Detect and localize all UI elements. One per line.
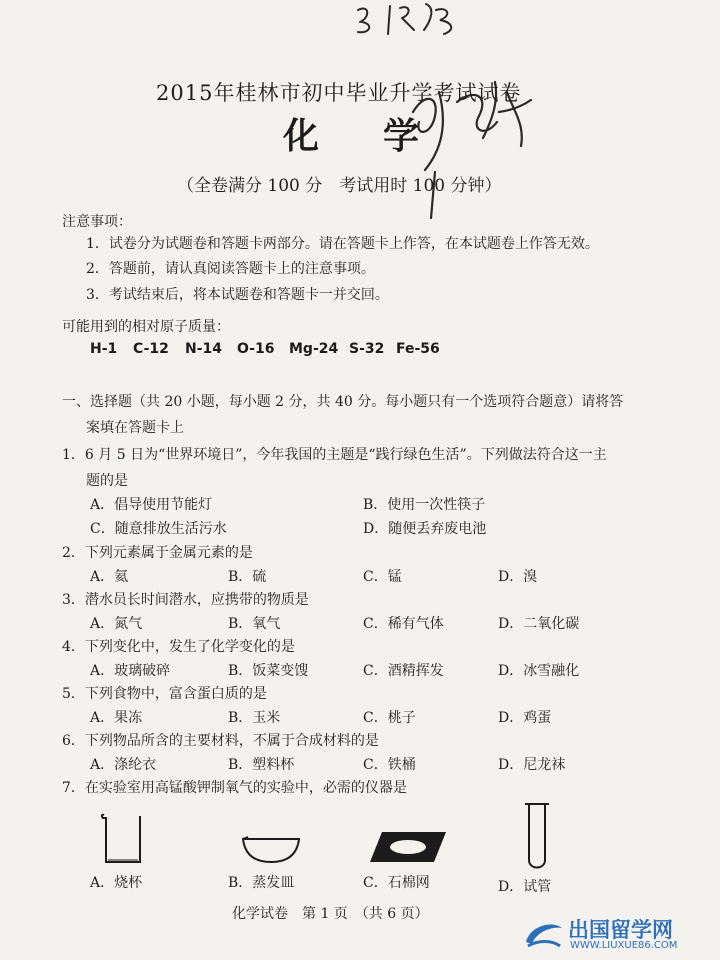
atomic-mass-mg: Mg-24 xyxy=(289,341,339,357)
question-5-option-a: A．果冻 xyxy=(90,710,143,726)
test-tube-icon xyxy=(522,800,552,872)
note-item: 3．考试结束后，将本试题卷和答题卡一并交回。 xyxy=(86,287,389,303)
question-3-option-b: B．氧气 xyxy=(228,616,281,632)
question-7-option-d: D．试管 xyxy=(498,879,552,895)
atomic-mass-heading: 可能用到的相对原子质量： xyxy=(62,319,230,335)
question-5-stem: 5．下列食物中，富含蛋白质的是 xyxy=(62,686,267,702)
question-4-option-a: A．玻璃破碎 xyxy=(90,663,171,679)
question-6-stem: 6．下列物品所含的主要材料，不属于合成材料的是 xyxy=(62,733,379,749)
question-4-stem: 4．下列变化中，发生了化学变化的是 xyxy=(62,639,295,655)
question-3-option-d: D．二氧化碳 xyxy=(498,616,580,632)
question-7-stem: 7．在实验室用高锰酸钾制氧气的实验中，必需的仪器是 xyxy=(62,780,407,796)
question-1-stem-cont: 题的是 xyxy=(86,473,128,489)
note-item: 1．试卷分为试题卷和答题卡两部分。请在答题卡上作答，在本试题卷上作答无效。 xyxy=(86,236,599,252)
logo-url: WWW.LIUXUE86.COM xyxy=(570,940,678,951)
logo-emblem-icon xyxy=(522,916,564,952)
notes-heading: 注意事项： xyxy=(62,214,132,230)
question-2-stem: 2．下列元素属于金属元素的是 xyxy=(62,545,253,561)
question-6-option-b: B．塑料杯 xyxy=(228,757,295,773)
question-1-option-b: B．使用一次性筷子 xyxy=(363,497,486,513)
exam-title: 2015年桂林市初中毕业升学考试试卷 xyxy=(156,81,522,105)
question-6-option-a: A．涤纶衣 xyxy=(90,757,157,773)
question-3-stem: 3．潜水员长时间潜水，应携带的物质是 xyxy=(62,592,309,608)
question-4-option-c: C．酒精挥发 xyxy=(363,663,444,679)
atomic-mass-c: C-12 xyxy=(133,341,169,357)
question-2-option-b: B．硫 xyxy=(228,569,267,585)
question-6-option-d: D．尼龙袜 xyxy=(498,757,566,773)
question-3-option-c: C．稀有气体 xyxy=(363,616,444,632)
question-1-option-c: C．随意排放生活污水 xyxy=(90,521,227,537)
section-heading: 一、选择题（共 20 小题，每小题 2 分，共 40 分。每小题只有一个选项符合题意）请将答 xyxy=(62,394,624,410)
question-2-option-d: D．溴 xyxy=(498,569,538,585)
question-7-option-b: B．蒸发皿 xyxy=(228,875,295,891)
atomic-mass-o: O-16 xyxy=(237,341,275,357)
watermark-logo xyxy=(522,914,712,954)
exam-score-info: （全卷满分 100 分 考试用时 100 分钟） xyxy=(177,176,502,196)
question-5-option-d: D．鸡蛋 xyxy=(498,710,552,726)
atomic-mass-n: N-14 xyxy=(185,341,223,357)
question-1-stem: 1．6 月 5 日为“世界环境日”，今年我国的主题是“践行绿色生活”。下列做法符合这一主 xyxy=(62,447,607,463)
question-2-option-c: C．锰 xyxy=(363,569,402,585)
question-4-option-d: D．冰雪融化 xyxy=(498,663,580,679)
beaker-icon xyxy=(100,812,146,866)
page-footer: 化学试卷 第 1 页 （共 6 页） xyxy=(232,906,429,922)
logo-text: 出国留学网 xyxy=(568,918,673,942)
note-item: 2．答题前，请认真阅读答题卡上的注意事项。 xyxy=(86,261,375,277)
asbestos-gauze-icon xyxy=(368,830,448,864)
atomic-mass-fe: Fe-56 xyxy=(396,341,440,357)
question-5-option-b: B．玉米 xyxy=(228,710,281,726)
question-1-option-d: D．随便丢弃废电池 xyxy=(363,521,487,537)
question-1-option-a: A．倡导使用节能灯 xyxy=(90,497,213,513)
handwriting-scribble-top xyxy=(340,0,490,40)
question-7-option-a: A．烧杯 xyxy=(90,875,143,891)
question-3-option-a: A．氮气 xyxy=(90,616,143,632)
section-heading-cont: 案填在答题卡上 xyxy=(86,420,184,436)
evaporating-dish-icon xyxy=(240,834,302,866)
question-5-option-c: C．桃子 xyxy=(363,710,416,726)
atomic-mass-h: H-1 xyxy=(90,341,118,357)
question-2-option-a: A．氦 xyxy=(90,569,129,585)
question-6-option-c: C．铁桶 xyxy=(363,757,416,773)
exam-subject: 化 学 xyxy=(283,115,434,157)
question-7-option-c: C．石棉网 xyxy=(363,875,430,891)
question-4-option-b: B．饭菜变馊 xyxy=(228,663,309,679)
atomic-mass-s: S-32 xyxy=(349,341,385,357)
